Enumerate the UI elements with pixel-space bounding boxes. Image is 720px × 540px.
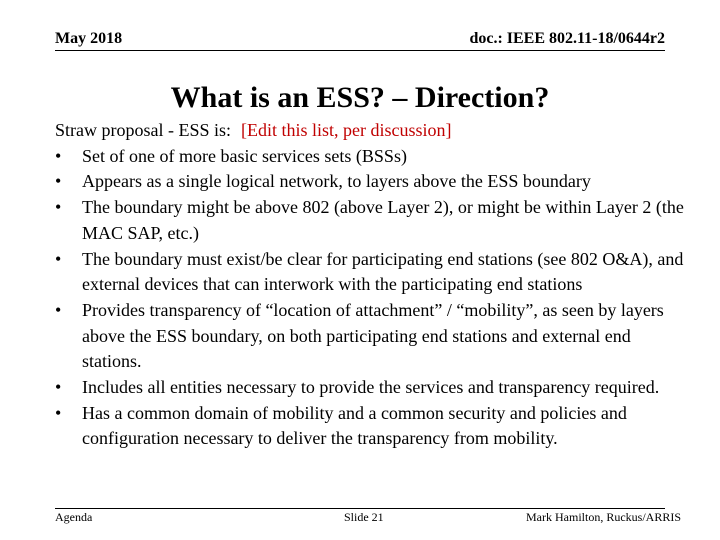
- bullet-dot: •: [55, 402, 62, 423]
- bullet-text: Includes all entities necessary to provide the services and transparency required.: [82, 377, 660, 398]
- bullet-dot: •: [55, 377, 62, 398]
- slide-body: [55, 118, 685, 452]
- bullet-dot: •: [55, 299, 62, 320]
- bullet-text: Has a common domain of mobility and a common security and policies and configuration necessary to deliver the transparency from mobility.: [82, 402, 627, 449]
- footer-agenda: Agenda: [55, 510, 93, 524]
- bullet-dot: •: [55, 171, 62, 192]
- bullet-list: [55, 144, 685, 452]
- bullet-item: [55, 401, 685, 452]
- slide-title: What is an ESS? – Direction?: [170, 81, 550, 114]
- bullet-dot: •: [55, 248, 62, 269]
- intro-label: Straw proposal - ESS is:: [55, 120, 232, 140]
- header-doc-id: doc.: IEEE 802.11-18/0644r2: [469, 30, 665, 47]
- bullet-text: Appears as a single logical network, to layers above the ESS boundary: [82, 171, 591, 192]
- bullet-text: The boundary must exist/be clear for participating end stations (see 802 O&A), and external devices that can interwork with the participating end stations: [82, 248, 684, 295]
- bullet-item: [55, 247, 685, 298]
- footer-divider: [55, 508, 665, 509]
- footer-author: Mark Hamilton, Ruckus/ARRIS: [526, 510, 681, 524]
- bullet-item: [55, 195, 685, 246]
- bullet-item: [55, 169, 685, 195]
- intro-line: [55, 118, 685, 144]
- header-divider: [55, 50, 665, 51]
- bullet-text: The boundary might be above 802 (above Layer 2), or might be within Layer 2 (the MAC SAP, etc.): [82, 197, 684, 243]
- edit-note: [Edit this list, per discussion]: [241, 120, 452, 140]
- bullet-text: Provides transparency of “location of attachment” / “mobility”, as seen by layers above the ESS boundary, on both participating end stations and external end stations.: [82, 299, 664, 372]
- bullet-item: [55, 144, 685, 170]
- bullet-dot: •: [55, 145, 62, 166]
- bullet-item: [55, 375, 685, 401]
- footer-slide-number: Slide 21: [344, 510, 384, 524]
- bullet-item: [55, 298, 685, 375]
- header-date: May 2018: [55, 30, 123, 47]
- bullet-dot: •: [55, 197, 62, 218]
- bullet-text: Set of one of more basic services sets (BSSs): [82, 145, 407, 166]
